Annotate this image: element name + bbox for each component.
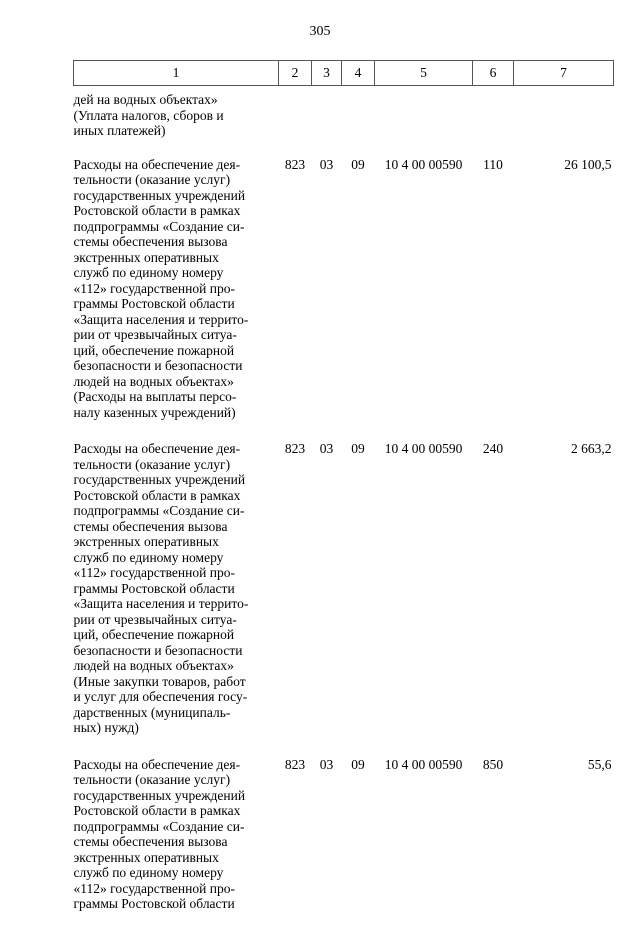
row-description: Расходы на обеспечение дея- тельности (оказание услуг) государственных учреждений Ростовской области в рамках подпрограммы «Создание си- стемы обеспечения вызова экстренных оперативных служб по единому номеру «112» государственной про- граммы Ростовской области (73, 756, 246, 911)
row-amount: 26 100,5 (564, 156, 612, 172)
header-col-1: 1 (74, 61, 279, 86)
row-target-article: 10 4 00 00590 (384, 156, 463, 172)
header-col-7: 7 (514, 61, 614, 86)
row-section-code: 03 (319, 441, 334, 456)
table-row (74, 441, 614, 757)
row-cell-empty (312, 86, 342, 157)
row-expense-type: 240 (482, 441, 504, 456)
table-row-continuation (74, 86, 614, 157)
table-header (74, 61, 614, 86)
header-col-6: 6 (473, 61, 514, 86)
row-subsection-code: 09 (351, 756, 365, 772)
row-cell-empty (279, 86, 312, 157)
row-ministry-code: 823 (284, 156, 306, 172)
row-ministry-code: 823 (284, 756, 306, 772)
row-section-code: 03 (319, 756, 334, 772)
row-description: Расходы на обеспечение дея- тельности (оказание услуг) государственных учреждений Ростовской области в рамках подпрограммы «Создание си- стемы обеспечения вызова экстренных оперативных служб по единому номеру «112» государственной про- граммы Ростовской области «Защита населения и террито- рии от чрезвычайных ситуа- ций, обеспечение пожарной безопасности и безопасности людей на водных объектах» (Расходы на выплаты персо- налу казенных учреждений) (73, 156, 249, 420)
row-subsection-code: 09 (351, 441, 365, 456)
row-amount: 55,6 (587, 756, 612, 772)
header-col-5: 5 (375, 61, 473, 86)
header-col-2: 2 (279, 61, 312, 86)
table-row (74, 757, 614, 933)
row-description: дей на водных объектах» (Уплата налогов, сборов и иных платежей) (73, 92, 224, 138)
row-cell-empty (514, 86, 614, 157)
budget-table (73, 60, 614, 933)
row-section-code: 03 (319, 156, 334, 172)
row-ministry-code: 823 (284, 441, 306, 456)
row-expense-type: 110 (483, 156, 503, 172)
table-row (74, 157, 614, 442)
row-amount: 2 663,2 (571, 441, 612, 456)
row-cell-empty (342, 86, 375, 157)
row-cell-empty (375, 86, 473, 157)
header-col-4: 4 (342, 61, 375, 86)
row-cell-empty (473, 86, 514, 157)
header-row (74, 61, 614, 86)
row-subsection-code: 09 (351, 156, 365, 172)
row-target-article: 10 4 00 00590 (384, 756, 463, 772)
page-number: 305 (309, 24, 331, 39)
table-body (74, 86, 614, 933)
header-col-3: 3 (312, 61, 342, 86)
row-target-article: 10 4 00 00590 (384, 441, 463, 456)
row-expense-type: 850 (482, 756, 504, 772)
row-description: Расходы на обеспечение дея- тельности (оказание услуг) государственных учреждений Ростовской области в рамках подпрограммы «Создание си- стемы обеспечения вызова экстренных оперативных служб по единому номеру «112» государственной про- граммы Ростовской области «Защита населения и террито- рии от чрезвычайных ситуа- ций, обеспечение пожарной безопасности и безопасности людей на водных объектах» (Иные закупки товаров, работ и услуг для обеспечения госу- дарственных (муниципаль- ных) нужд) (73, 441, 249, 735)
